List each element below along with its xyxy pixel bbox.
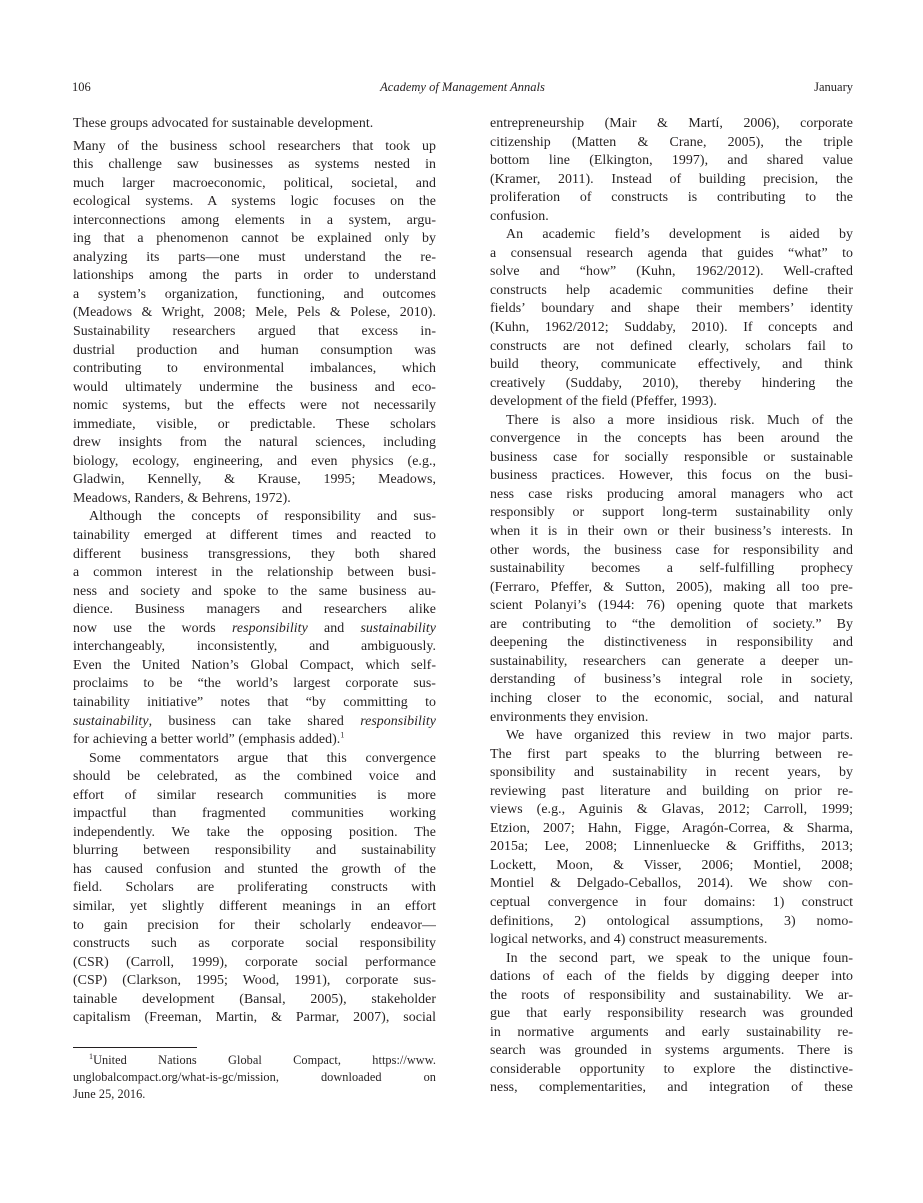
text-line: capitalism (Freeman, Martin, & Parmar, 2007), social — [73, 1010, 436, 1026]
text-line: ness case risks producing amoral managers who act — [490, 486, 853, 502]
text-line: fields’ boundary and shape their members’ identity — [490, 301, 853, 317]
footnote-divider — [73, 1047, 197, 1048]
text-line: impactful than fragmented communities working — [73, 806, 436, 822]
text-line: business practices. However, this focus on the busi- — [490, 468, 853, 484]
text-line: in normative arguments and early sustainability re- — [490, 1024, 853, 1040]
text-line — [73, 731, 436, 750]
text-line: similar, yet slightly different meanings in an effort — [73, 898, 436, 914]
text-line: scient Polanyi’s (1944: 76) opening quote that markets — [490, 598, 853, 614]
text-line: We have organized this review in two major parts. — [506, 728, 853, 744]
text-line: entrepreneurship (Mair & Martí, 2006), corporate — [490, 116, 853, 131]
text-line: 2015a; Lee, 2008; Linnenluecke & Griffiths, 2013; — [490, 839, 853, 855]
text-line: An academic field’s development is aided by — [506, 227, 853, 243]
text-line — [73, 620, 436, 639]
text-line: different business transgressions, they both shared — [73, 546, 436, 562]
text-line: search was grounded in systems arguments. There is — [490, 1043, 853, 1059]
text-line: other words, the business case for responsibility and — [490, 542, 853, 558]
text-line: creatively (Suddaby, 2010), thereby hindering the — [490, 375, 853, 391]
text-line: tainability initiative” notes that “by committing to — [73, 694, 436, 710]
text-line: sustainability, researchers can generate a deeper un- — [490, 653, 853, 669]
text-line: analyzing its parts—one must understand the re- — [73, 249, 436, 265]
text-run: , business can take shared — [148, 713, 361, 729]
footnote-marker[interactable]: 1 — [89, 1051, 94, 1061]
text-line: this challenge saw businesses as systems nested in — [73, 157, 436, 173]
text-line: In the second part, we speak to the unique foun- — [506, 950, 853, 966]
text-line: immediate, visible, or predictable. These scholars — [73, 416, 436, 432]
text-line: convergence in the concepts has been around the — [490, 431, 853, 447]
text-line: ness, complementarities, and integration of these — [490, 1080, 853, 1096]
text-run: and — [307, 620, 361, 636]
text-line: views (e.g., Aguinis & Glavas, 2012; Carroll, 1999; — [490, 802, 853, 818]
text-line: (Kramer, 2011). Instead of building precision, the — [490, 171, 853, 187]
running-header — [72, 80, 853, 98]
text-line: solve and “how” (Kuhn, 1962/2012). Well-crafted — [490, 264, 853, 280]
text-run: for achieving a better world” (emphasis added). — [73, 732, 341, 748]
text-line: definitions, 2) ontological assumptions, 3) nomo- — [490, 913, 853, 929]
text-line: Lockett, Moon, & Visser, 2006; Montiel, 2008; — [490, 857, 853, 873]
text-run: United Nations Global Compact, https://www. — [93, 1053, 436, 1067]
text-line: logical networks, and 4) construct measurements. — [490, 932, 768, 948]
text-line: effort of similar research communities is more — [73, 787, 436, 803]
text-line: June 25, 2016. — [73, 1087, 146, 1101]
text-line: sponsibility and sustainability in recent years, by — [490, 765, 853, 781]
right-column — [490, 115, 853, 1098]
text-line: citizenship (Matten & Crane, 2005), the triple — [490, 134, 853, 150]
text-line: tainability emerged at different times and reacted to — [73, 528, 436, 544]
emphasis-text: responsibility — [360, 713, 436, 729]
text-line: build theory, communicate effectively, and think — [490, 357, 853, 373]
text-line: drew insights from the natural sciences, including — [73, 435, 436, 451]
text-line: the roots of responsibility and sustainability. We ar- — [490, 987, 853, 1003]
text-line: Meadows, Randers, & Behrens, 1972). — [73, 490, 291, 506]
text-line: unglobalcompact.org/what-is-gc/mission, downloaded on — [73, 1070, 436, 1084]
text-line: deepening the distinctiveness in responsibility and — [490, 635, 853, 651]
text-line: interchangeably, inconsistently, and ambiguously. — [73, 639, 436, 655]
text-line — [73, 713, 436, 732]
text-line: when it is in their own or their business’s interests. In — [490, 524, 853, 540]
text-line: (Meadows & Wright, 2008; Mele, Pels & Polese, 2010). — [73, 305, 436, 321]
text-run: now use the words — [73, 620, 232, 636]
emphasis-text: sustainability — [360, 620, 436, 636]
text-line: tainable development (Bansal, 2005), stakeholder — [73, 991, 436, 1007]
emphasis-text: responsibility — [231, 620, 308, 636]
text-line: independently. We take the opposing position. The — [73, 824, 436, 840]
text-line: Many of the business school researchers that took up — [73, 138, 436, 154]
text-line: derstanding of business’s integral role in society, — [490, 672, 853, 688]
page-number: 106 — [72, 80, 91, 94]
text-line: dience. Business managers and researchers alike — [73, 602, 436, 618]
text-line: (CSP) (Clarkson, 1995; Wood, 1991), corporate sus- — [73, 973, 436, 989]
issue-month: January — [814, 80, 853, 94]
text-line: proclaims to be “the world’s largest corporate sus- — [73, 676, 436, 692]
text-line: proliferation of constructs is contributing to the — [490, 190, 853, 206]
text-line: constructs are not defined clearly, scholars fail to — [490, 338, 853, 354]
journal-title: Academy of Management Annals — [380, 80, 545, 94]
text-line: should be celebrated, as the combined voice and — [73, 769, 436, 785]
text-line: biology, ecology, engineering, and even physics (e.g., — [73, 453, 436, 469]
text-line: blurring between responsibility and sustainability — [73, 843, 436, 859]
text-line: reviewing past literature and building on prior re- — [490, 783, 853, 799]
text-line: ness and society and spoke to the same business au- — [73, 583, 436, 599]
text-line: are contributing to “the demolition of society.” By — [490, 616, 853, 632]
text-line: a consensual research agenda that guides “what” to — [490, 245, 853, 261]
text-line: responsibly or support long-term sustainability only — [490, 505, 853, 521]
text-line: would ultimately undermine the business and eco- — [73, 379, 436, 395]
text-line: ecological systems. A systems logic focuses on the — [73, 194, 436, 210]
text-line: inching closer to the economic, social, and natural — [490, 690, 853, 706]
text-line: much larger macroeconomic, political, societal, and — [73, 175, 436, 191]
text-line: a system’s organization, functioning, and outcomes — [73, 286, 436, 302]
text-line: Even the United Nation’s Global Compact, which self- — [73, 657, 436, 673]
text-line: confusion. — [490, 208, 549, 224]
text-line — [73, 1052, 436, 1069]
text-line: Montiel & Delgado-Ceballos, 2014). We show con- — [490, 876, 853, 892]
text-line: ing that a phenomenon cannot be explained only by — [73, 231, 436, 247]
text-line: to gain precision for their scholarly endeavor— — [73, 917, 436, 933]
left-column — [73, 115, 436, 1028]
text-line: dations of each of the fields by digging deeper into — [490, 969, 853, 985]
text-line: field. Scholars are proliferating constructs with — [73, 880, 436, 896]
text-line: (Ferraro, Pfeffer, & Sutton, 2005), making all too pre- — [490, 579, 853, 595]
text-line: interconnections among elements in a system, argu- — [73, 212, 436, 228]
text-line: contributing to environmental imbalances, which — [73, 361, 436, 377]
text-line: development of the field (Pfeffer, 1993). — [490, 394, 717, 410]
text-line: lationships among the parts in order to understand — [73, 268, 436, 284]
text-line: bottom line (Elkington, 1997), and shared value — [490, 153, 853, 169]
text-line: (Kuhn, 1962/2012; Suddaby, 2010). If concepts and — [490, 320, 853, 336]
text-line: These groups advocated for sustainable development. — [73, 116, 374, 131]
text-line: There is also a more insidious risk. Much of the — [506, 412, 853, 428]
text-line: (CSR) (Carroll, 1999), corporate social performance — [73, 954, 436, 970]
emphasis-text: sustainability — [73, 713, 149, 729]
text-line: Although the concepts of responsibility and sus- — [89, 509, 436, 525]
text-line: Gladwin, Kennelly, & Krause, 1995; Meadows, — [73, 472, 436, 488]
text-line: business case for socially responsible or sustainable — [490, 449, 853, 465]
text-line: sustainability becomes a self-fulfilling prophecy — [490, 561, 853, 577]
text-line: nomic systems, but the effects were not necessarily — [73, 398, 436, 414]
text-line: The first part speaks to the blurring between re- — [490, 746, 853, 762]
text-line: constructs such as corporate social responsibility — [73, 936, 436, 952]
text-line: considerable opportunity to explore the distinctive- — [490, 1061, 853, 1077]
footnote — [73, 1052, 436, 1103]
text-line: ceptual convergence in four domains: 1) construct — [490, 894, 853, 910]
text-line: dustrial production and human consumption was — [73, 342, 436, 358]
text-line: has caused confusion and stunted the growth of the — [73, 861, 436, 877]
text-line: Sustainability researchers argued that excess in- — [73, 324, 436, 340]
text-line: constructs help academic communities define their — [490, 282, 853, 298]
text-line: Some commentators argue that this convergence — [89, 750, 436, 766]
text-line: a common interest in the relationship between busi- — [73, 565, 436, 581]
text-line: Etzion, 2007; Hahn, Figge, Aragón-Correa, & Sharma, — [490, 820, 853, 836]
text-line: environments they envision. — [490, 709, 649, 725]
text-line: gue that early responsibility research was grounded — [490, 1006, 853, 1022]
footnote-marker[interactable]: 1 — [340, 730, 345, 740]
